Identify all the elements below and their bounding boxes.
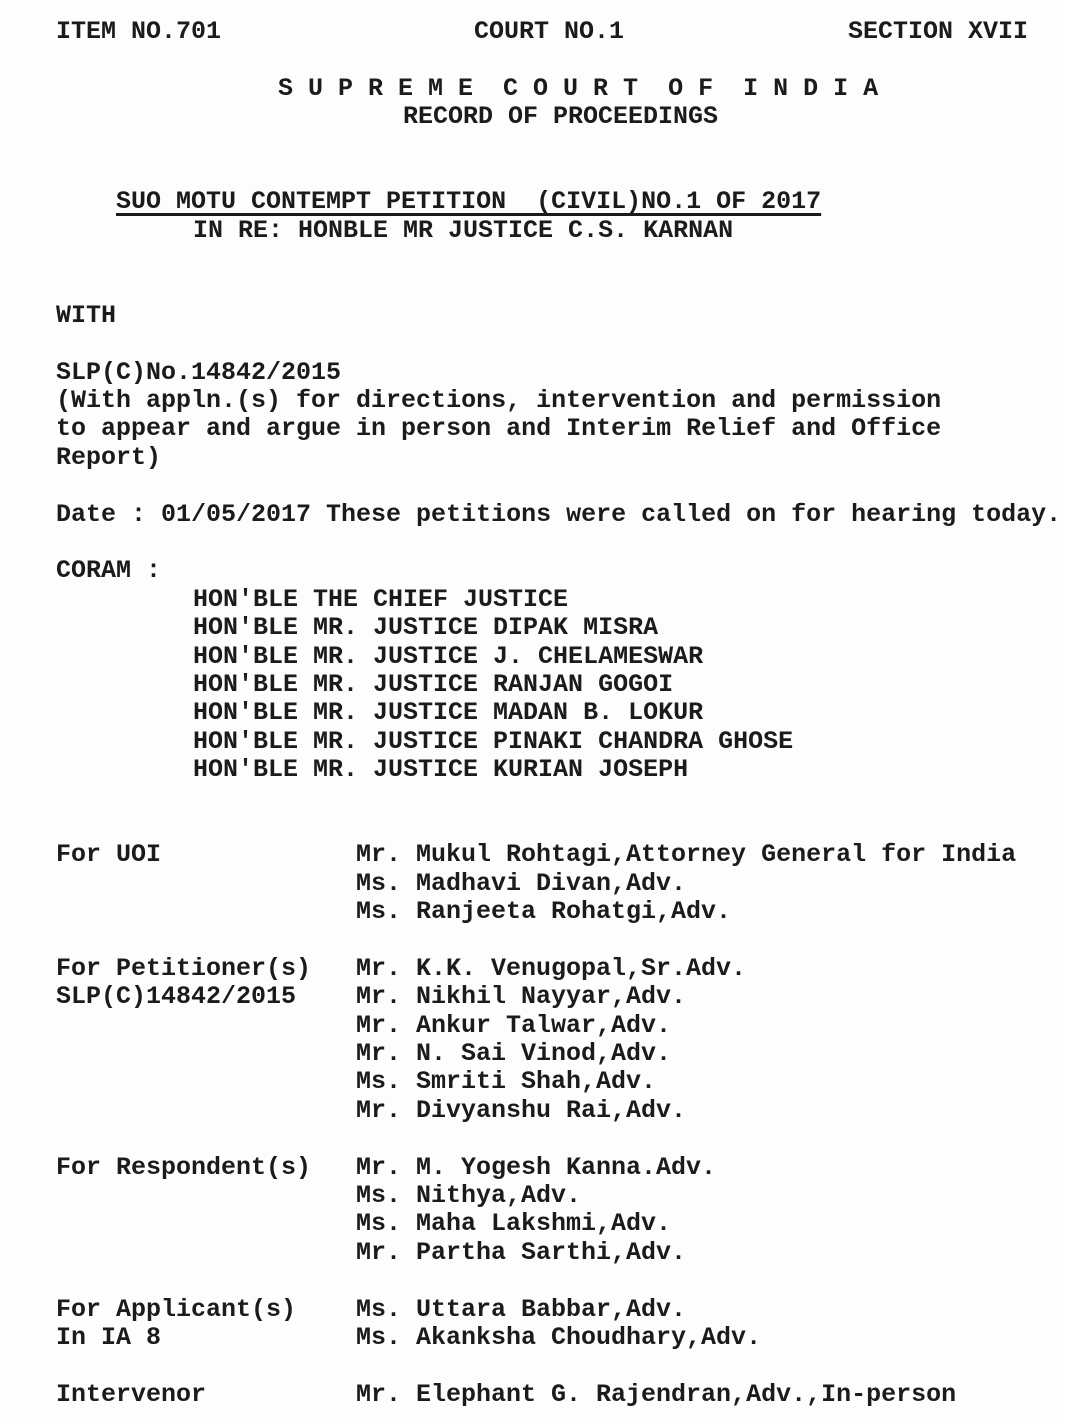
appearance-counsel-list [356, 1154, 1065, 1268]
section-number: SECTION XVII [848, 17, 1029, 46]
party-label-line: Intervenor [56, 1379, 207, 1409]
record-of-proceedings-subtitle: RECORD OF PROCEEDINGS [403, 102, 719, 132]
appearance-for-respondents [56, 1154, 1065, 1268]
counsel-name: Mr. K.K. Venugopal,Sr.Adv. [356, 953, 747, 983]
slp-case-number: SLP(C)No.14842/2015 [56, 357, 342, 387]
appearance-counsel-list [356, 1381, 1065, 1409]
coram-justice-7: HON'BLE MR. JUSTICE KURIAN JOSEPH [193, 755, 689, 785]
slp-note-line-1: (With appln.(s) for directions, intervention and permission [56, 386, 942, 416]
counsel-name: Ms. Uttara Babbar,Adv. [356, 1294, 687, 1324]
appearance-for-applicants [56, 1296, 1065, 1353]
coram-justice-3: HON'BLE MR. JUSTICE J. CHELAMESWAR [193, 641, 704, 671]
case-title: SUO MOTU CONTEMPT PETITION (CIVIL)NO.1 OF 2017 [116, 187, 822, 217]
counsel-name: Ms. Smriti Shah,Adv. [356, 1067, 657, 1097]
appearance-party-label [56, 841, 356, 869]
header-row [56, 18, 1065, 46]
in-re-line: IN RE: HONBLE MR JUSTICE C.S. KARNAN [193, 215, 734, 245]
slp-note-line-3: Report) [56, 442, 162, 472]
with-connector: WITH [56, 300, 117, 330]
party-label-line: SLP(C)14842/2015 [56, 982, 297, 1012]
appearance-party-label [56, 1154, 356, 1182]
appearance-party-label [56, 955, 356, 1012]
appearance-counsel-list [356, 1296, 1065, 1353]
party-label-line: In IA 8 [56, 1323, 162, 1352]
counsel-name: Ms. Nithya,Adv. [356, 1181, 582, 1211]
counsel-name: Ms. Ranjeeta Rohatgi,Adv. [356, 897, 732, 927]
appearance-intervenor [56, 1381, 1065, 1409]
case-title-line [56, 160, 1065, 217]
counsel-name: Ms. Maha Lakshmi,Adv. [356, 1209, 672, 1239]
appearance-counsel-list [356, 955, 1065, 1125]
party-label-line: For UOI [56, 840, 162, 870]
coram-justice-5: HON'BLE MR. JUSTICE MADAN B. LOKUR [193, 698, 704, 728]
coram-justice-2: HON'BLE MR. JUSTICE DIPAK MISRA [193, 613, 659, 643]
party-label-line: For Petitioner(s) [56, 953, 312, 983]
party-label-line: For Applicant(s) [56, 1294, 297, 1324]
coram-justice-1: HON'BLE THE CHIEF JUSTICE [193, 584, 569, 614]
appearance-for-uoi [56, 841, 1065, 926]
coram-heading: CORAM : [56, 556, 162, 586]
counsel-name: Mr. Mukul Rohtagi,Attorney General for India [356, 840, 1017, 870]
appearance-counsel-list [356, 841, 1065, 926]
counsel-name: Ms. Akanksha Choudhary,Adv. [356, 1323, 762, 1352]
counsel-name: Mr. Nikhil Nayyar,Adv. [356, 982, 687, 1012]
slp-note-line-2: to appear and argue in person and Interim Relief and Office [56, 414, 942, 444]
appearance-for-petitioners [56, 955, 1065, 1125]
counsel-name: Mr. N. Sai Vinod,Adv. [356, 1039, 672, 1069]
court-number: COURT NO.1 [474, 17, 625, 46]
counsel-name: Ms. Madhavi Divan,Adv. [356, 868, 687, 898]
hearing-date-line: Date : 01/05/2017 These petitions were called on for hearing today. [56, 499, 1062, 529]
coram-justice-4: HON'BLE MR. JUSTICE RANJAN GOGOI [193, 670, 674, 699]
appearance-party-label [56, 1296, 356, 1353]
party-label-line: For Respondent(s) [56, 1152, 312, 1182]
appearance-party-label [56, 1381, 356, 1409]
counsel-name: Mr. M. Yogesh Kanna.Adv. [356, 1152, 717, 1182]
supreme-court-title: S U P R E M E C O U R T O F I N D I A [278, 73, 879, 103]
counsel-name: Mr. Partha Sarthi,Adv. [356, 1237, 687, 1267]
counsel-name: Mr. Divyanshu Rai,Adv. [356, 1095, 687, 1125]
counsel-name: Mr. Ankur Talwar,Adv. [356, 1010, 672, 1040]
item-number: ITEM NO.701 [56, 17, 222, 46]
counsel-name: Mr. Elephant G. Rajendran,Adv.,In-person [356, 1379, 957, 1409]
coram-justice-6: HON'BLE MR. JUSTICE PINAKI CHANDRA GHOSE [193, 726, 794, 756]
